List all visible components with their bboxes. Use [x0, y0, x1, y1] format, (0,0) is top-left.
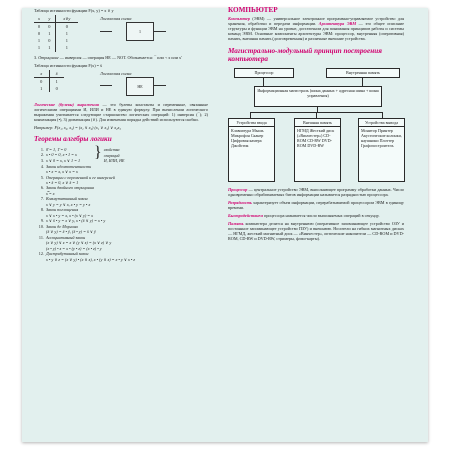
magistral-title: Магистрально-модульный принцип построения компьютера	[228, 46, 382, 63]
computer-title: КОМПЬЮТЕР	[228, 6, 278, 14]
external-memory-list: НГМД Жесткий диск («Винчестер») CD-ROM CD-RW DVD-ROM DVD-RW	[297, 127, 335, 148]
not-truth-table: x x̄ 0 1 1 0	[34, 70, 64, 92]
computer-architecture-diagram	[228, 66, 404, 184]
output-devices-box: Устройства вывода Монитор Принтер Акустические колонки, наушники Плоттер Графопостроитель	[358, 118, 405, 182]
memory-paragraph: Память компьютера делится на внутреннюю (оперативное запоминающее устройство ОЗУ и постоянное запоминающее устройство ПЗУ) и внешнюю. Носители на гибких магнитных дисках — НГМД, жесткий магнитный диск — «Винчестер», оптические накопители — CD-ROM и DVD-ROM, CD-RW и DVD-RW, стримеры, флэш-карты).	[228, 221, 404, 242]
not-logic-diagram: Логическая схема НЕ	[100, 71, 166, 96]
or-logic-diagram: Логическая схема 1	[100, 16, 166, 41]
boolean-expressions-paragraph: Логические (булевы) выражения — это булевы константы и переменные, связанные логическими операциями И, ИЛИ и НЕ в единую формулу. При вычислении логического выражения учитывается следующие старшинство логических операций: 1) инверсия (¯); 2) конъюнкция (•), 3) дизъюнкция (∨). Для изменения порядка действий используются скобки.	[34, 101, 208, 123]
laws-list: 4. Закон идемпотентности x • x = x, x ∨ x = x 5. Операции с переменной и ее инверсией x • x̄ = 0, x ∨ x̄ = 1 6. Закон двойного отрицания x̿ = x 7. Коммутативный закон x ∨ y = y ∨ x, x • y = y • x 8. Закон поглощения x ∨ x • y = x, x • (x ∨ y) = x 9. x ∨ x̄ • y = x ∨ y, x • (x̄ ∨ y) = x • y 10. Закон де Моргана (x̄ ∨ y) = x̄ • ȳ, (x̄ • y) = x̄ ∨ ȳ 11. Ассоциативный закон (x ∨ y) ∨ z = x ∨ (y ∨ z) = (x ∨ z) ∨ y (x • y) • z = x • (y • z) = (x • z) • y 12. Дистрибутивный закон x • y ∨ z = (x ∨ y) • (x ∨ z), x • (y ∨ z) = x • y ∨ x • z	[38, 163, 135, 262]
processor-box: Процессор	[234, 68, 294, 78]
external-memory-box: Внешняя память НГМД Жесткий диск («Винчестер») CD-ROM CD-RW DVD-ROM DVD-RW	[294, 118, 341, 182]
not-definition: 3. Отрицание — инверсия — операция НЕ — NOT. Обозначается: ¯ или ¬ x или x′	[34, 54, 183, 60]
bit-depth-paragraph: Разрядность характеризует объем информации, перерабатываемой процессором ЭВМ в единицу времени.	[228, 199, 404, 210]
output-devices-list: Монитор Принтер Акустические колонки, наушники Плоттер Графопостроитель	[361, 127, 402, 148]
computer-definition: Компьютер (ЭВМ) — универсальное электронное программно-управляемое устройство для хранения, обработки и передачи информации. Архитектура ЭВМ — это общее описание структуры и функции ЭВМ на уровне, достаточном для понимания принципов работы и системы команд ЭВМ. Основные компоненты архитектуры ЭВМ: процессор, внутренняя (оперативная) память, внешняя память (долговременная) и различные внешние устройства.	[228, 16, 404, 42]
input-devices-list: Клавиатура Мышь Микрофон Сканер Цифровая камера Джойстик	[231, 127, 264, 148]
or-table-caption: Таблица истинности функции F(x, y) = x ∨ y	[34, 8, 114, 13]
right-column	[228, 8, 404, 244]
theorems-title: Теоремы алгебры логики	[34, 135, 112, 144]
processor-paragraph: Процессор — центральное устройство ЭВМ, выполняющее программу обработки данных. Число одновременно обрабатываемых битов информации называется разрядностью процессора.	[228, 186, 404, 197]
or-truth-table: x y x∨y 0 0 0 0 1 1 1 0 1 1 1 1	[34, 15, 78, 51]
or-gate: 1	[126, 22, 154, 41]
properties-note: свойства операций И, ИЛИ, НЕ	[103, 147, 125, 163]
left-column: Таблица истинности функции F(x, y) = x ∨ y x y x∨y 0 0 0 0 1 1 1 0 1 1 1 1 Логическая схема 1 3. Отрицание — инверсия — операция НЕ — NOT. Обозначается: ¯ или ¬ x или x′ Таблица истинности функции F(x) = x̄ x x̄ 0 1 1 0 Логическая схема НЕ Логические (булевы) выражения — это булевы константы и переменные, связанные логическими операциями И, ИЛИ и НЕ в единую формулу. При вычислении логического выражения учитывается следующие старшинство логических операций: 1) инверсия (¯); 2) конъюнкция (•), 3) дизъюнкция (∨). Для изменения порядка действий используются скобки. Например: F(x₁, x₂, x₃) = (x₁ ∨ x₂) (x₁ ∨ x₃) ∨ x₂x₃ Теоремы алгебры логики 1. 0̄ = 1, 1̄ = 0 2. x • 0 = 0, x • 1 = x 3. x ∨ 0 = x, x ∨ 1 = 1 } свойства операций И, ИЛИ, НЕ 4. Закон идемпотентности x • x = x, x ∨ x = x 5. Операции с переменной и ее инверсией x • x̄ = 0, x ∨ x̄ = 1 6. Закон двойного отрицания x̿ = x 7. Коммутативный закон x ∨ y = y ∨ x, x • y = y • x 8. Закон поглощения x ∨ x • y = x, x • (x ∨ y) = x 9. x ∨ x̄ • y = x ∨ y, x • (x̄ ∨ y) = x • y 10. Закон де Моргана (x̄ ∨ y) = x̄ • ȳ, (x̄ • y) = x̄ ∨ ȳ 11. Ассоциативный закон (x ∨ y) ∨ z = x ∨ (y ∨ z) = (x ∨ z) ∨ y (x • y) • z = x • (y • z) = (x • z) • y 12. Дистрибутивный закон x • y ∨ z = (x ∨ y) • (x ∨ z), x • (y ∨ z) = x • y ∨ x • z	[34, 8, 208, 262]
not-gate: НЕ	[126, 77, 154, 96]
input-devices-box: Устройства ввода Клавиатура Мышь Микрофон Сканер Цифровая камера Джойстик	[228, 118, 275, 182]
boolean-example: Например: F(x₁, x₂, x₃) = (x₁ ∨ x₂) (x₁ ∨ x₃) ∨ x₂x₃	[34, 125, 121, 131]
information-bus-box: Информационная магистраль (шина данных + адресная шина + шина управления)	[254, 86, 382, 107]
speed-paragraph: Быстродействием процессора называется число выполняемых операций в секунду.	[228, 212, 380, 218]
internal-memory-box: Внутренняя память	[326, 68, 400, 78]
not-table-caption: Таблица истинности функции F(x) = x̄	[34, 62, 103, 68]
